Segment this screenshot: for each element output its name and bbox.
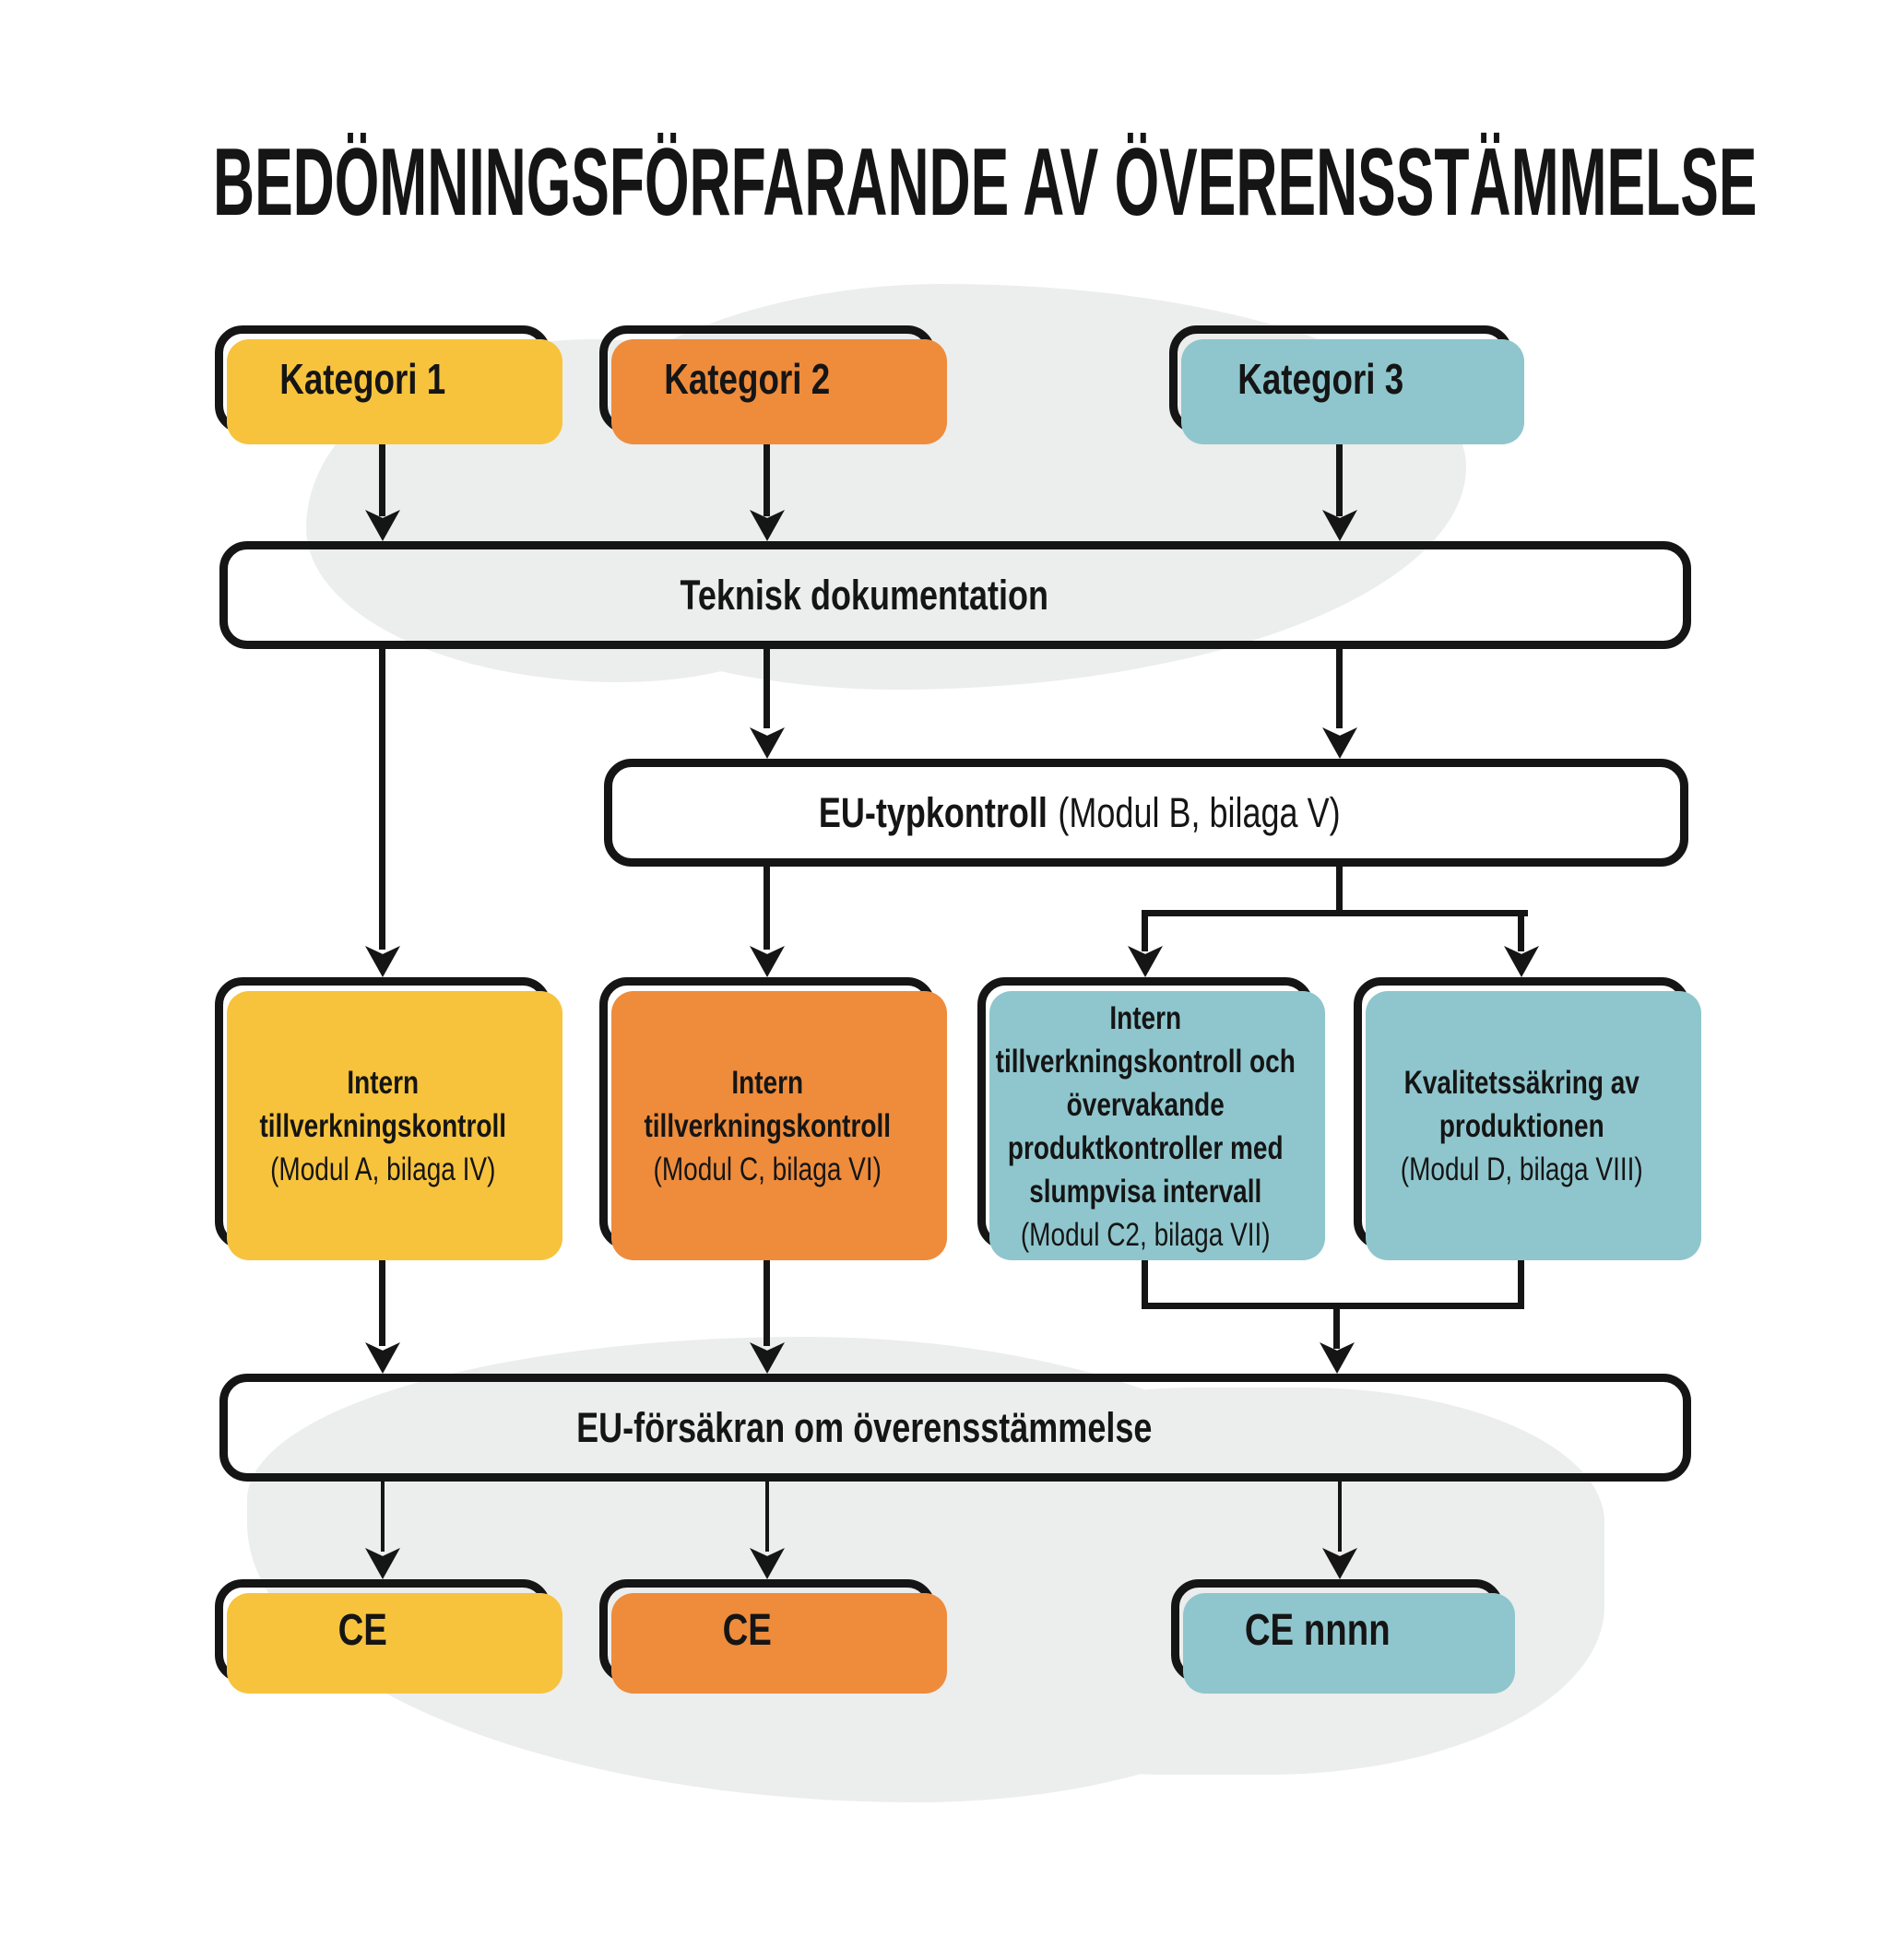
node-kategori-1-label: Kategori 1 xyxy=(279,355,446,404)
connector-k3-teknisk xyxy=(1336,433,1343,516)
modul-c-title: Intern tillverkningskontroll xyxy=(644,1065,891,1144)
node-ce-3-label: CE nnnn xyxy=(1244,1605,1391,1655)
node-ce-kategori-3 xyxy=(1171,1579,1503,1683)
connector-forsakran-ce3 xyxy=(1338,1482,1342,1552)
connector-forsakran-ce1 xyxy=(381,1482,385,1552)
eu-typkontroll-subtitle: (Modul B, bilaga V) xyxy=(1058,788,1341,836)
node-modul-d-text xyxy=(1362,1061,1681,1191)
connector-k2-teknisk xyxy=(764,433,770,516)
node-kategori-3 xyxy=(1169,325,1512,433)
arrowhead-teknisk-eutyp-right xyxy=(1322,727,1357,759)
modul-d-subtitle: (Modul D, bilaga VIII) xyxy=(1400,1151,1643,1187)
modul-c-subtitle: (Modul C, bilaga VI) xyxy=(653,1151,882,1187)
node-eu-forsakran xyxy=(219,1374,1691,1482)
node-eu-forsakran-label: EU-försäkran om överensstämmelse xyxy=(576,1403,1153,1451)
node-eu-typkontroll-label xyxy=(546,790,1614,836)
node-teknisk-dokumentation xyxy=(219,541,1691,649)
node-kategori-3-label: Kategori 3 xyxy=(1237,355,1403,404)
node-ce-1-label: CE xyxy=(337,1605,388,1655)
modul-c2-subtitle: (Modul C2, bilaga VII) xyxy=(1020,1216,1271,1253)
arrowhead-eutyp-modul-c xyxy=(750,946,785,977)
node-ce-kategori-1 xyxy=(215,1579,550,1683)
connector-k1-teknisk xyxy=(379,433,385,516)
modul-a-subtitle: (Modul A, bilaga IV) xyxy=(269,1151,496,1187)
modul-d-title: Kvalitetssäkring av produktionen xyxy=(1403,1065,1639,1144)
node-modul-c xyxy=(599,977,935,1249)
arrowhead-teknisk-modul-a xyxy=(365,946,400,977)
connector-eutyp-branch-bar xyxy=(1142,910,1528,916)
node-modul-c-text xyxy=(608,1061,927,1191)
node-modul-a-text xyxy=(223,1061,542,1191)
page-title: BEDÖMNINGSFÖRFARANDE AV ÖVERENSSTÄMMELSE xyxy=(213,129,1758,236)
connector-teknisk-eutyp-right xyxy=(1336,649,1343,728)
connector-modul-c-forsakran xyxy=(764,1249,770,1346)
connector-teknisk-modul-a xyxy=(379,649,385,950)
arrowhead-modul-a-forsakran xyxy=(365,1342,400,1374)
eu-typkontroll-title: EU-typkontroll xyxy=(818,788,1048,836)
node-kategori-1 xyxy=(215,325,550,433)
node-modul-c2 xyxy=(977,977,1313,1253)
node-modul-a xyxy=(215,977,550,1249)
arrowhead-teknisk-eutyp-left xyxy=(750,727,785,759)
node-eu-typkontroll xyxy=(604,759,1688,867)
node-kategori-2 xyxy=(599,325,935,433)
node-modul-c2-text xyxy=(986,997,1305,1257)
modul-a-title: Intern tillverkningskontroll xyxy=(259,1065,506,1144)
connector-modul-a-forsakran xyxy=(379,1249,385,1346)
node-modul-d xyxy=(1354,977,1689,1249)
connector-branch-modul-c2 xyxy=(1142,910,1148,951)
connector-teknisk-eutyp-left xyxy=(764,649,770,728)
node-kategori-2-label: Kategori 2 xyxy=(664,355,831,404)
node-teknisk-dokumentation-label: Teknisk dokumentation xyxy=(680,571,1049,619)
node-ce-kategori-2 xyxy=(599,1579,935,1683)
connector-forsakran-ce2 xyxy=(765,1482,769,1552)
connector-join-forsakran xyxy=(1333,1303,1340,1349)
connector-branch-modul-d xyxy=(1518,910,1524,951)
connector-eutyp-modul-c xyxy=(764,867,770,950)
modul-c2-title: Intern tillverkningskontroll och övervakande produktkontroller med slumpvisa intervall xyxy=(995,999,1296,1210)
node-ce-2-label: CE xyxy=(722,1605,773,1655)
connector-eutyp-branch-stem xyxy=(1336,867,1343,916)
